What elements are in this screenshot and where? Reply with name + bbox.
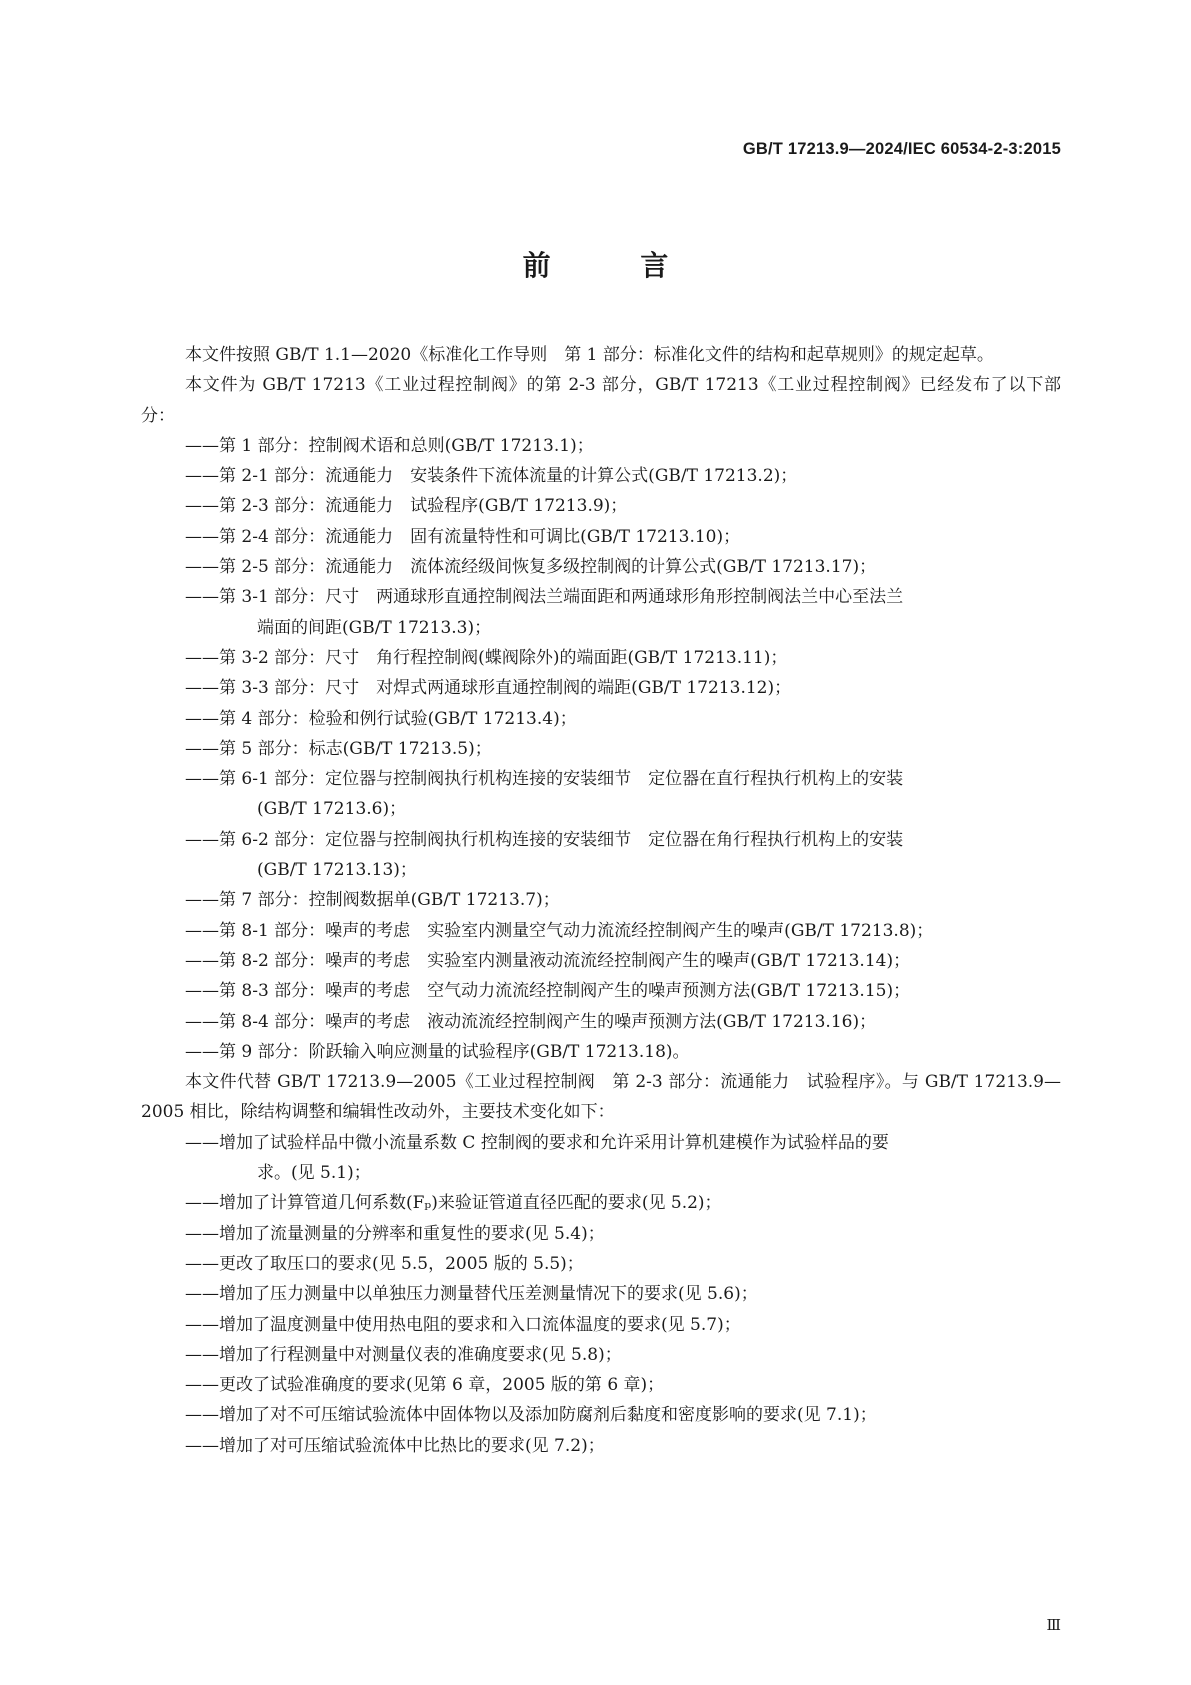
list-item-text: ——增加了温度测量中使用热电阻的要求和入口流体温度的要求(见 5.7)； [185, 1314, 741, 1335]
list-item-text: ——更改了试验准确度的要求(见第 6 章，2005 版的第 6 章)； [185, 1375, 665, 1396]
list-item [141, 1249, 1061, 1279]
list-item-text: ——增加了流量测量的分辨率和重复性的要求(见 5.4)； [185, 1223, 605, 1244]
list-item-text: ——第 4 部分：检验和例行试验(GB/T 17213.4)； [185, 708, 577, 729]
page-number: Ⅲ [1046, 1616, 1061, 1634]
list-item-text: ——增加了试验样品中微小流量系数 C 控制阀的要求和允许采用计算机建模作为试验样品的要 [185, 1132, 889, 1153]
list-item-text: ——第 2-4 部分：流通能力 固有流量特性和可调比(GB/T 17213.10)； [185, 526, 741, 547]
list-item-text: ——第 8-3 部分：噪声的考虑 空气动力流流经控制阀产生的噪声预测方法(GB/T 17213.15)； [185, 981, 911, 1002]
list-item [141, 1370, 1061, 1400]
list-item [141, 1279, 1061, 1309]
paragraph-replacement: 本文件代替 GB/T 17213.9—2005《工业过程控制阀 第 2-3 部分：流通能力 试验程序》。与 GB/T 17213.9—2005 相比，除结构调整和编辑性改动外，主要技术变化如下： [141, 1072, 1061, 1123]
list-item-text: ——第 3-2 部分：尺寸 角行程控制阀(蝶阀除外)的端面距(GB/T 17213.11)； [185, 647, 788, 668]
list-item-continuation: (GB/T 17213.13)； [257, 860, 417, 881]
list-item-text: ——更改了取压口的要求(见 5.5，2005 版的 5.5)； [185, 1253, 584, 1274]
list-item [141, 673, 1061, 703]
list-item [141, 643, 1061, 673]
list-item [141, 764, 1061, 825]
list-item [141, 1188, 1061, 1218]
list-item-continuation: 端面的间距(GB/T 17213.3)； [257, 617, 492, 638]
list-item-text: ——第 3-3 部分：尺寸 对焊式两通球形直通控制阀的端距(GB/T 17213.12)； [185, 678, 792, 699]
list-item-text: ——第 3-1 部分：尺寸 两通球形直通控制阀法兰端面距和两通球形角形控制阀法兰中心至法兰 [185, 587, 904, 608]
list-item-text: ——第 6-1 部分：定位器与控制阀执行机构连接的安装细节 定位器在直行程执行机构上的安装 [185, 769, 904, 790]
list-item [141, 1128, 1061, 1189]
list-item [141, 1400, 1061, 1430]
list-item-text: ——第 2-3 部分：流通能力 试验程序(GB/T 17213.9)； [185, 496, 628, 517]
list-item-text: ——第 7 部分：控制阀数据单(GB/T 17213.7)； [185, 890, 560, 911]
list-item-text: ——增加了对不可压缩试验流体中固体物以及添加防腐剂后黏度和密度影响的要求(见 7.1)； [185, 1405, 877, 1426]
list-item-continuation: 求。(见 5.1)； [257, 1163, 371, 1184]
list-item [141, 1007, 1061, 1037]
list-item-text: ——第 6-2 部分：定位器与控制阀执行机构连接的安装细节 定位器在角行程执行机构上的安装 [185, 829, 904, 850]
list-item [141, 1310, 1061, 1340]
list-item-text: ——增加了压力测量中以单独压力测量替代压差测量情况下的要求(见 5.6)； [185, 1284, 758, 1305]
list-item-text: ——第 2-5 部分：流通能力 流体流经级间恢复多级控制阀的计算公式(GB/T 17213.17)； [185, 557, 877, 578]
list-item [141, 734, 1061, 764]
list-item-text: ——增加了行程测量中对测量仪表的准确度要求(见 5.8)； [185, 1344, 622, 1365]
list-item [141, 522, 1061, 552]
list-item [141, 461, 1061, 491]
list-item [141, 491, 1061, 521]
list-item-text: ——增加了对可压缩试验流体中比热比的要求(见 7.2)； [185, 1435, 605, 1456]
paragraph-series-intro: 本文件为 GB/T 17213《工业过程控制阀》的第 2-3 部分，GB/T 17213《工业过程控制阀》已经发布了以下部分： [141, 375, 1061, 426]
list-item-text: ——第 8-4 部分：噪声的考虑 液动流流经控制阀产生的噪声预测方法(GB/T 17213.16)； [185, 1011, 877, 1032]
list-item [141, 1431, 1061, 1461]
list-item-text: ——第 8-2 部分：噪声的考虑 实验室内测量液动流流经控制阀产生的噪声(GB/T 17213.14)； [185, 950, 911, 971]
list-item [141, 582, 1061, 643]
list-item-text: ——第 9 部分：阶跃输入响应测量的试验程序(GB/T 17213.18)。 [185, 1041, 690, 1062]
list-item-text: ——增加了计算管道几何系数(Fₚ)来验证管道直径匹配的要求(见 5.2)； [185, 1193, 722, 1214]
list-item-text: ——第 8-1 部分：噪声的考虑 实验室内测量空气动力流流经控制阀产生的噪声(GB/T 17213.8)； [185, 920, 934, 941]
page-title: 前 言 [522, 249, 709, 282]
list-item-text: ——第 1 部分：控制阀术语和总则(GB/T 17213.1)； [185, 435, 594, 456]
list-item [141, 552, 1061, 582]
list-item [141, 1219, 1061, 1249]
list-item [141, 704, 1061, 734]
parts-list [141, 431, 1061, 1067]
paragraph-drafting-rules: 本文件按照 GB/T 1.1—2020《标准化工作导则 第 1 部分：标准化文件的结构和起草规则》的规定起草。 [185, 345, 994, 365]
list-item [141, 885, 1061, 915]
list-item [141, 946, 1061, 976]
list-item-text: ——第 5 部分：标志(GB/T 17213.5)； [185, 738, 492, 759]
list-item-text: ——第 2-1 部分：流通能力 安装条件下流体流量的计算公式(GB/T 17213.2)； [185, 466, 798, 487]
list-item [141, 916, 1061, 946]
changes-list [141, 1128, 1061, 1461]
list-item [141, 976, 1061, 1006]
list-item [141, 1340, 1061, 1370]
list-item [141, 431, 1061, 461]
list-item [141, 1037, 1061, 1067]
document-body [141, 340, 1061, 1461]
list-item-continuation: (GB/T 17213.6)； [257, 799, 407, 820]
standard-code-header: GB/T 17213.9—2024/IEC 60534-2-3:2015 [742, 140, 1061, 158]
list-item [141, 825, 1061, 886]
